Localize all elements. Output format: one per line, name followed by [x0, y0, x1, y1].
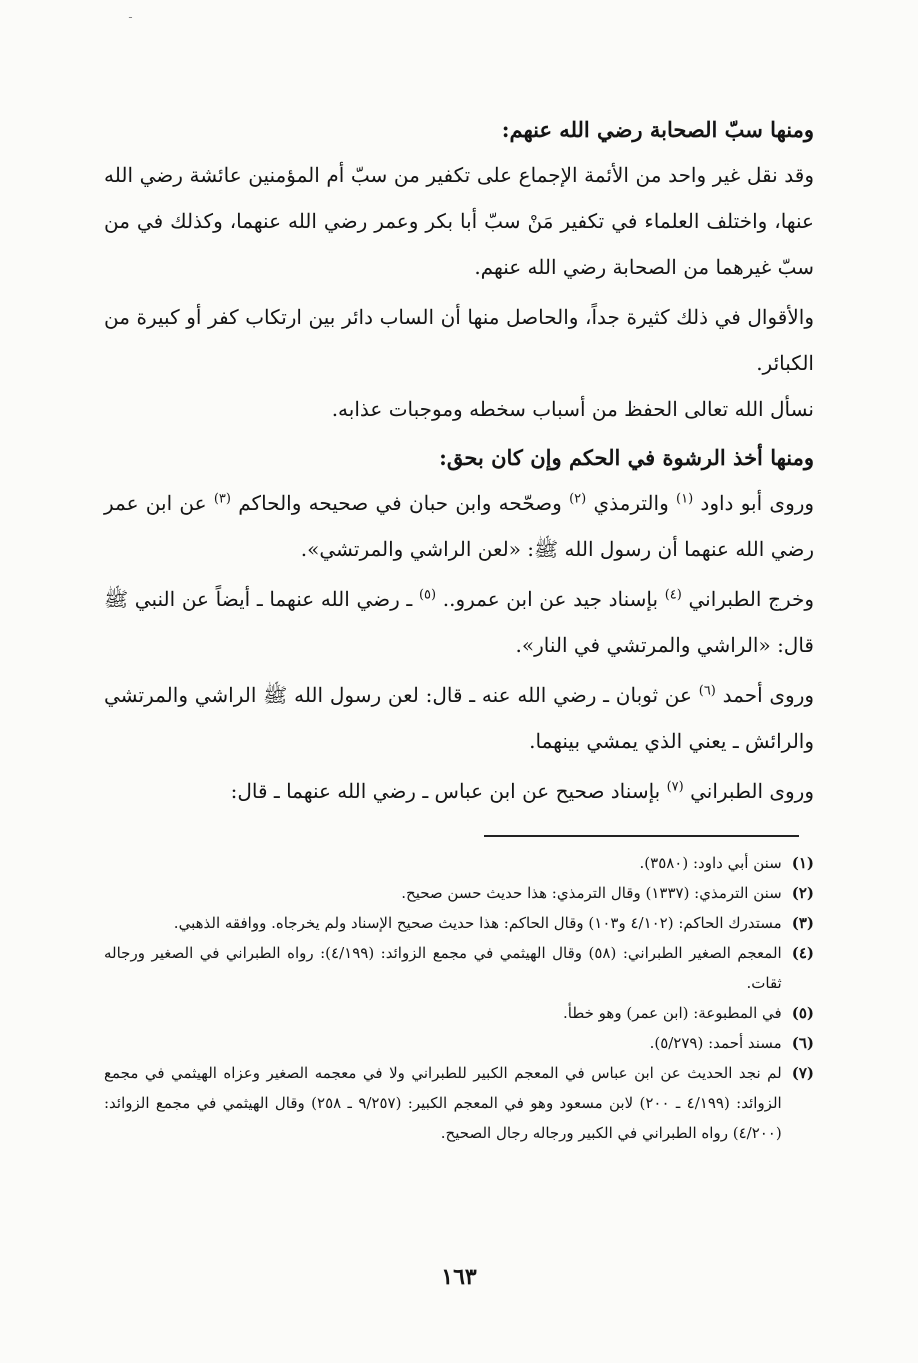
paragraph: نسأل الله تعالى الحفظ من أسباب سخطه وموجبات عذابه. [331, 397, 814, 421]
text-run: عن ثوبان ـ رضي الله عنه ـ قال: لعن رسول الله ﷺ الراشي والمرتشي والرائش ـ يعني الذي يمشي بينهما. [104, 683, 814, 753]
paragraph: وقد نقل غير واحد من الأئمة الإجماع على تكفير من سبّ أم المؤمنين عائشة رضي الله عنها، واختلف العلماء في تكفير مَنْ سبّ أبا بكر وعمر رضي الله عنهما، وكذلك في من سبّ غيرهما من الصحابة رضي الله عنهم. [104, 163, 814, 279]
text-run: وروى الطبراني [690, 779, 814, 803]
footnote-text: المعجم الصغير الطبراني: (٥٨) وقال الهيثمي في مجمع الزوائد: (٤/١٩٩): رواه الطبراني في الصغير ورجاله ثقات. [104, 944, 782, 992]
footnote-text: سنن أبي داود: (٣٥٨٠). [639, 854, 782, 872]
text-run: وصحّحه وابن حبان في صحيحه والحاكم [238, 491, 562, 515]
paragraph: والأقوال في ذلك كثيرة جداً، والحاصل منها أن الساب دائر بين ارتكاب كفر أو كبيرة من الكبائر. [104, 305, 814, 375]
footnote-text: مستدرك الحاكم: (٤/١٠٢ و١٠٣) وقال الحاكم: هذا حديث صحيح الإسناد ولم يخرجاه. ووافقه الذهبي. [173, 914, 782, 932]
footnote-number: (٥) [791, 1004, 814, 1022]
paragraph [104, 480, 814, 572]
footnote [104, 848, 814, 878]
footnote-number: (٦) [791, 1034, 814, 1052]
footnote-marker: (١) [676, 491, 694, 507]
footnote-number: (٢) [791, 884, 814, 902]
text-run: بإسناد صحيح عن ابن عباس ـ رضي الله عنهما ـ قال: [230, 779, 661, 803]
corner-speck: ـ [129, 10, 132, 21]
footnote [104, 878, 814, 908]
section-heading: ومنها سبّ الصحابة رضي الله عنهم: [501, 117, 814, 142]
footnote-marker: (٣) [213, 491, 231, 507]
text-run: ـ رضي الله عنهما ـ أيضاً عن النبي ﷺ قال: «الراشي والمرتشي في النار». [104, 587, 814, 657]
footnote [104, 908, 814, 938]
text-run: وخرج الطبراني [688, 587, 815, 611]
text-run: وروى أحمد [722, 683, 815, 707]
footnote-text: لم نجد الحديث عن ابن عباس في المعجم الكبير للطبراني ولا في معجمه الصغير وعزاه الهيثمي في مجمع الزوائد: (٤/١٩٩ ـ ٢٠٠) لابن مسعود وهو في المعجم الكبير: (٩/٢٥٧ ـ ٢٥٨) وقال الهيثمي في مجمع الزوائد: (٤/٢٠٠) رواه الطبراني في الكبير ورجاله رجال الصحيح. [104, 1064, 782, 1142]
text-run: والترمذي [593, 491, 669, 515]
text-run: عن ابن عمر رضي الله عنهما أن رسول الله ﷺ: «لعن الراشي والمرتشي». [104, 491, 814, 561]
text-run: بإسناد جيد عن ابن عمرو.. [442, 587, 659, 611]
footnote-number: (٧) [791, 1064, 814, 1082]
footnote-text: مسند أحمد: (٥/٢٧٩). [649, 1034, 782, 1052]
footnote [104, 1058, 814, 1148]
footnote [104, 938, 814, 998]
footnote-separator [484, 835, 799, 837]
footnote [104, 1028, 814, 1058]
page-number: ١٦٣ [441, 1264, 477, 1290]
text-run: وروى أبو داود [700, 491, 815, 515]
paragraph [104, 768, 814, 814]
footnote-marker: (٥) [418, 587, 437, 603]
footnote-number: (٣) [791, 914, 814, 932]
footnote-marker: (٦) [698, 683, 716, 699]
footnote-number: (٤) [791, 944, 814, 962]
footnote-marker: (٢) [569, 491, 587, 507]
footnote-marker: (٤) [664, 587, 682, 603]
section-heading: ومنها أخذ الرشوة في الحكم وإن كان بحق: [439, 445, 814, 470]
footnote [104, 998, 814, 1028]
footnotes [104, 848, 814, 1148]
paragraph [104, 576, 814, 668]
footnote-number: (١) [791, 854, 814, 872]
footnote-text: سنن الترمذي: (١٣٣٧) وقال الترمذي: هذا حديث حسن صحيح. [401, 884, 782, 902]
footnote-marker: (٧) [666, 779, 684, 795]
main-text [104, 108, 814, 818]
footnote-text: في المطبوعة: (ابن عمر) وهو خطأ. [562, 1004, 782, 1022]
paragraph [104, 672, 814, 764]
